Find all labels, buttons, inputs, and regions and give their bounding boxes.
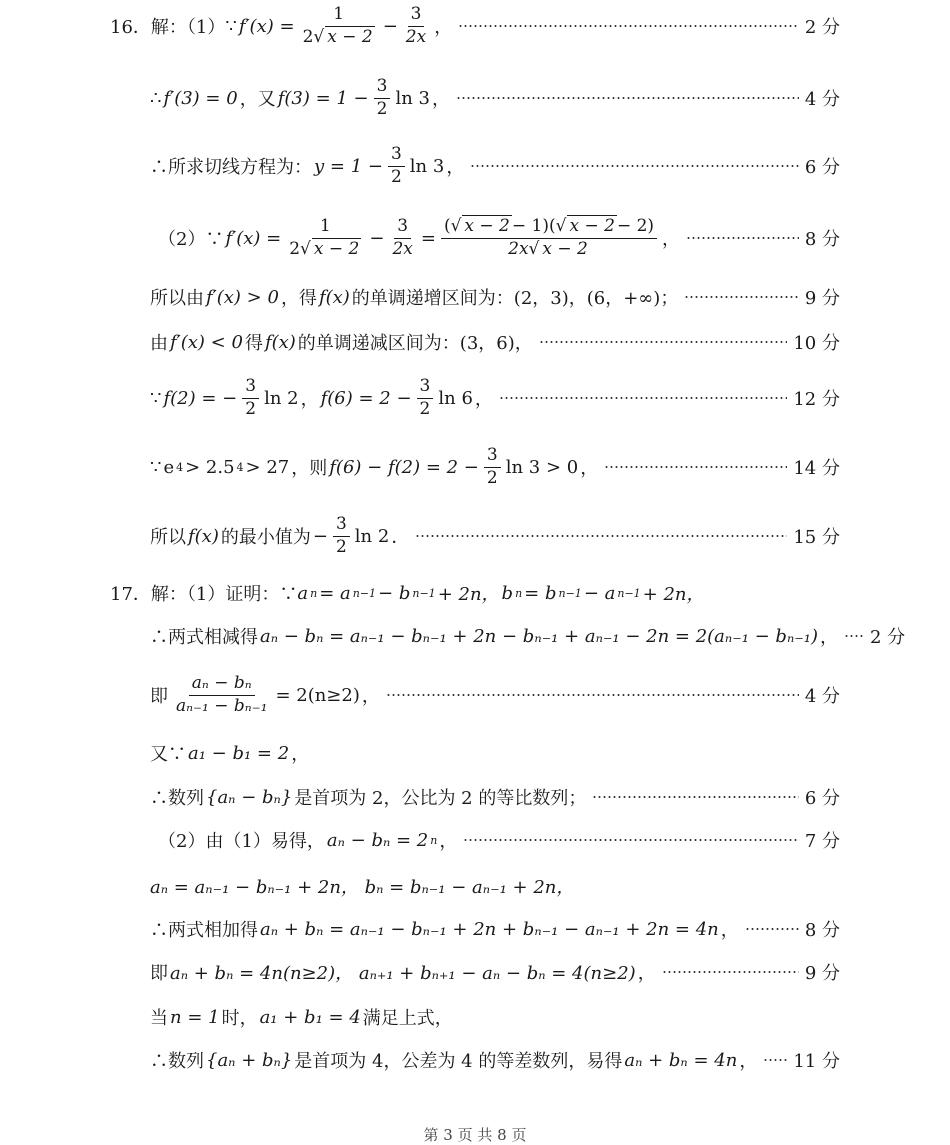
fraction: $\frac{(√ x - 2 - 1)(√ x - 2 - 2)}{2x√ x - 2}$ [441,218,657,259]
score: 15 分 [793,527,840,548]
q16-line-4: （2）∵ f′(x) = $\frac{1}{2√ x - 2}$ − $\frac{3}{2x}$ = $\frac{(√ x - 2 - 1)(√ x - 2 - 2)}{2x√ x - 2}$ ， 8 分 [158,215,840,259]
q16-line-8: ∵ e 4 > 2.5 4 > 27 ，则 f(6) − f(2) = 2 − $\frac{3}{2}$ ln 3 > 0 ， 14 分 [150,444,840,488]
score: 2 分 [804,17,840,38]
q16-line-6: 由 f′(x) < 0 得 f(x) 的单调递减区间为：(3，6)， 10 分 [150,320,840,364]
q17-label: 17．解：（1）证明：∵ [110,584,298,605]
q17-line-1: 17．解：（1）证明：∵ a n = a n−1 − b n−1 + 2n， b n = b n−1 − a n−1 + 2n， [110,571,840,615]
q16-line-3: ∴所求切线方程为： y = 1 − $\frac{3}{2}$ ln 3 ， 6 分 [150,143,840,187]
score: 6 分 [804,157,840,178]
score: 7 分 [804,831,840,852]
fraction: $\frac{3}{2}$ [484,447,501,488]
leader-dots [745,928,799,930]
score: 10 分 [793,333,840,354]
leader-dots [499,397,787,399]
q17-line-7: aₙ = aₙ₋₁ − bₙ₋₁ + 2n， bₙ = bₙ₋₁ − aₙ₋₁ + 2n， [150,877,575,898]
leader-dots [463,839,798,841]
score: 11 分 [793,1051,840,1072]
fraction: $\frac{3}{2}$ [374,78,391,119]
leader-dots [456,97,799,99]
leader-dots [592,796,798,798]
q17-line-11: ∴数列 {aₙ + bₙ} 是首项为 4，公差为 4 的等差数列，易得 aₙ + bₙ = 4n ， 11 分 [150,1038,840,1082]
leader-dots [458,25,799,27]
score: 4 分 [804,686,840,707]
score: 8 分 [804,920,840,941]
q17-line-8: ∴两式相加得 aₙ + bₙ = aₙ₋₁ − bₙ₋₁ + 2n + bₙ₋₁ − aₙ₋₁ + 2n = 4n ， 8 分 [150,907,840,951]
score: 2 分 [870,627,906,648]
fraction: $\frac{3}{2}$ [417,378,434,419]
score: 6 分 [804,788,840,809]
leader-dots [604,466,787,468]
fraction: $\frac{1}{2√ x - 2}$ [302,3,373,47]
q16-line-7: ∵ f(2) = − $\frac{3}{2}$ ln 2 ， f(6) = 2 − $\frac{3}{2}$ ln 6 ， 12 分 [150,375,840,419]
q16-line-2: ∴ f′(3) = 0 ，又 f(3) = 1 − $\frac{3}{2}$ ln 3 ， 4 分 [150,75,840,119]
leader-dots [470,165,799,167]
q17-line-9: 即 aₙ + bₙ = 4n(n≥2)， aₙ₊₁ + bₙ₊₁ − aₙ − bₙ = 4(n≥2) ， 9 分 [150,950,840,994]
q17-line-5: ∴数列 {aₙ − bₙ} 是首项为 2，公比为 2 的等比数列； 6 分 [150,775,840,819]
fraction: $\frac{3}{2}$ [333,516,350,557]
score: 14 分 [793,458,840,479]
leader-dots [763,1059,787,1061]
leader-dots [415,535,787,537]
q16-line-9: 所以 f(x) 的最小值为 − $\frac{3}{2}$ ln 2 ． 15 分 [150,513,840,557]
fraction: $\frac{3}{2}$ [388,146,405,187]
q16-l1-expr: ∵ f′(x) = $\frac{1}{2√ x - 2}$ − $\frac{3}{2x}$ ， [225,3,453,47]
fraction: $\frac{3}{2x}$ [392,215,413,259]
leader-dots [662,971,799,973]
q17-line-3: 即 $\frac{\text{aₙ − bₙ}}{\text{aₙ₋₁ − bₙ₋₁}}$ = 2(n≥2) ， 4 分 [150,672,840,716]
fraction: $\frac{3}{2x}$ [405,3,427,47]
score: 12 分 [793,389,840,410]
leader-dots [686,237,799,239]
page-footer: 第 3 页 共 8 页 [423,1126,527,1144]
score: 8 分 [804,229,840,250]
fraction: $\frac{\text{aₙ − bₙ}}{\text{aₙ₋₁ − bₙ₋₁}}$ [176,672,268,716]
q17-line-6: （2）由（1）易得， aₙ − bₙ = 2 n ， 7 分 [158,818,840,862]
leader-dots [844,635,864,637]
score: 9 分 [804,963,840,984]
q16-line-1 [110,4,840,48]
q16-label: 16．解：（1） [110,17,226,38]
score: 4 分 [804,89,840,110]
leader-dots [386,694,799,696]
score: 9 分 [804,288,840,309]
q17-line-2: ∴两式相减得 aₙ − bₙ = aₙ₋₁ − bₙ₋₁ + 2n − bₙ₋₁ + aₙ₋₁ − 2n = 2(aₙ₋₁ − bₙ₋₁) ， 2 分 [150,614,840,658]
fraction: $\frac{1}{2√ x - 2}$ [289,215,360,259]
q17-line-4: 又∵ a₁ − b₁ = 2 ， [150,742,310,765]
leader-dots [539,341,788,343]
fraction: $\frac{3}{2}$ [242,378,259,419]
q16-line-5: 所以由 f′(x) > 0 ，得 f(x) 的单调递增区间为：(2，3)，(6，+∞)； 9 分 [150,275,840,319]
leader-dots [684,296,798,298]
q17-line-10: 当 n = 1 时， a₁ + b₁ = 4 满足上式， [150,1006,453,1029]
